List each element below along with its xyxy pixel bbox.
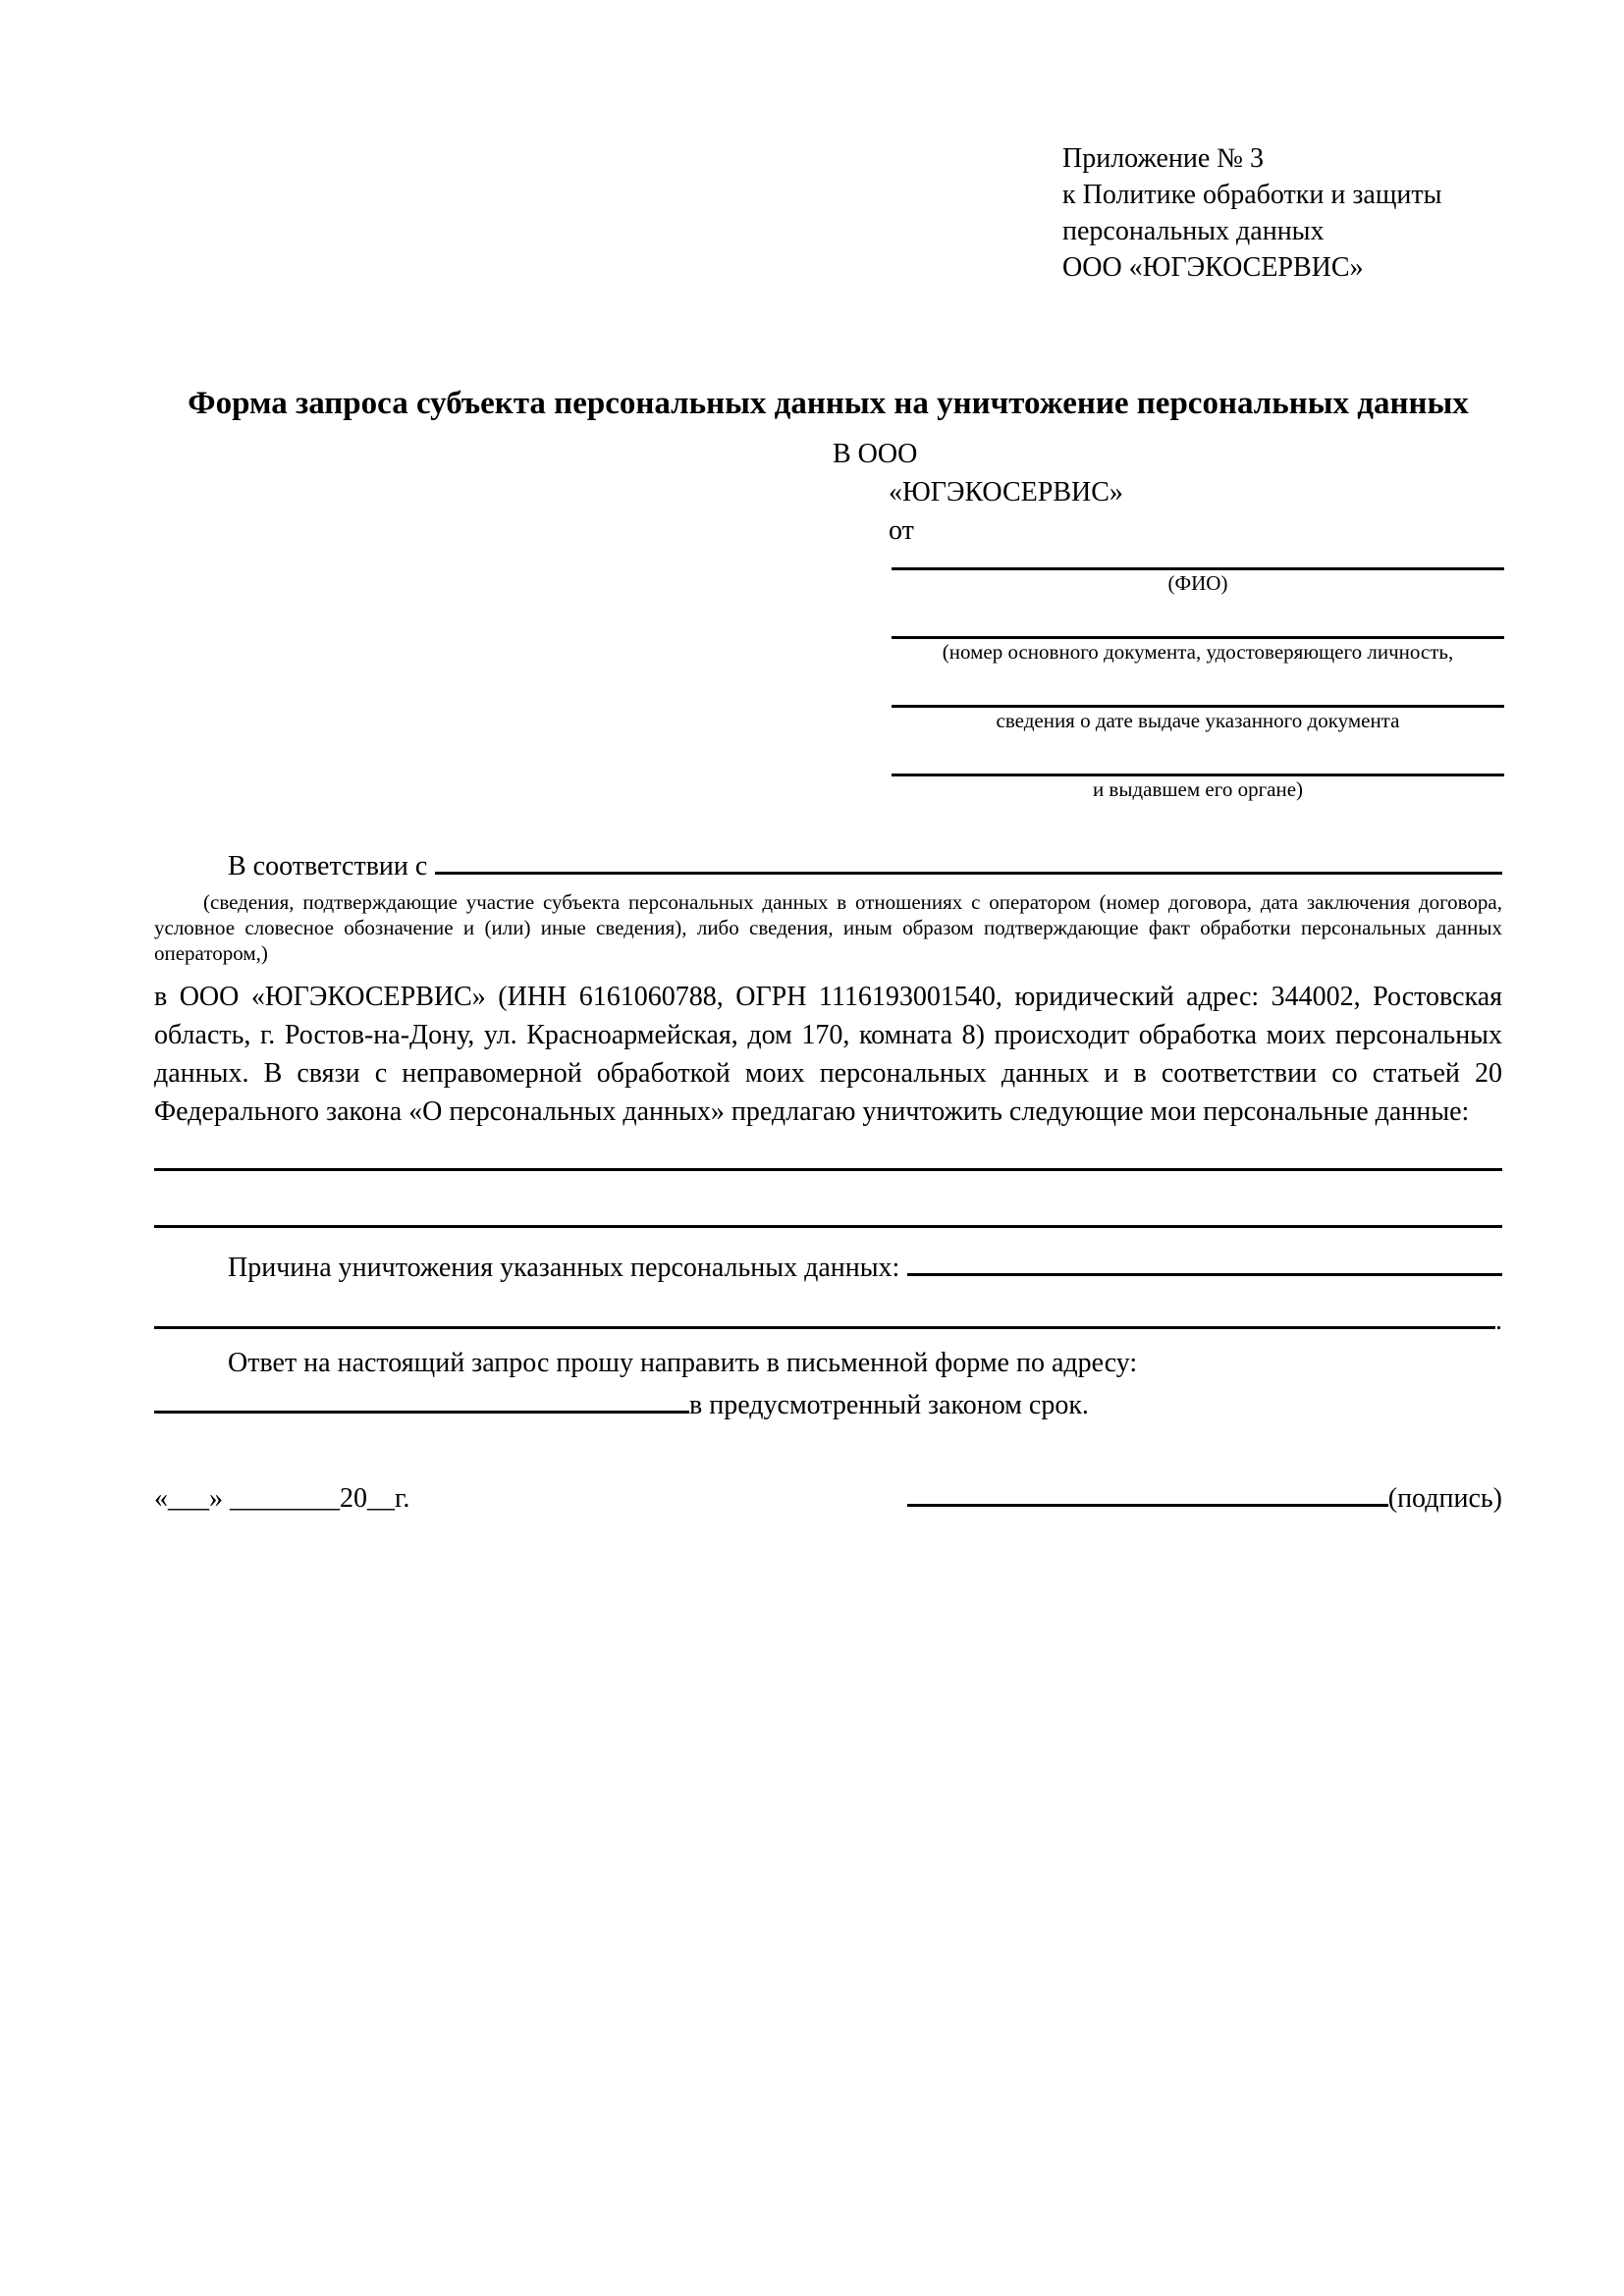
response-continuation-line — [154, 1386, 1502, 1424]
issuing-organ-blank-line — [892, 758, 1504, 776]
issuing-organ-field-group — [892, 758, 1504, 803]
appendix-number: Приложение № 3 — [1062, 143, 1264, 174]
addressee-block — [154, 435, 1502, 550]
issue-date-blank-line — [892, 689, 1504, 708]
issue-date-caption: сведения о дате выдаче указанного документа — [996, 709, 1400, 732]
appendix-policy-line: к Политике обработки и защиты — [1062, 180, 1442, 210]
reason-continuation-line — [154, 1297, 1502, 1340]
accordance-lead-text: В соответствии с — [228, 851, 428, 881]
date-blank-text: «___» ________20__г. — [154, 1483, 410, 1514]
fio-caption: (ФИО) — [1167, 571, 1228, 595]
accordance-line — [154, 842, 1502, 885]
reason-blank-line-2 — [154, 1297, 1495, 1329]
fio-field-group — [892, 552, 1504, 597]
signature-area — [907, 1479, 1502, 1518]
reason-line-period: . — [1495, 1306, 1502, 1336]
reason-line — [154, 1244, 1502, 1287]
accordance-footnote: (сведения, подтверждающие участие субъекта персональных данных в отношениях с оператором (номер договора, дата заключения договора, условное словесное обозначение и (или) иные сведения), либо сведения, иным образом подтверждающие факт обработки персональных данных оператором,) — [154, 890, 1502, 965]
document-number-field-group — [892, 620, 1504, 666]
document-number-blank-line — [892, 620, 1504, 639]
reason-blank-line — [907, 1244, 1502, 1276]
personal-data-blank-line-2 — [154, 1171, 1502, 1228]
signature-row — [154, 1479, 1502, 1518]
appendix-header — [1062, 140, 1502, 286]
signature-blank-line — [907, 1482, 1388, 1507]
body-paragraph: в ООО «ЮГЭКОСЕРВИС» (ИНН 6161060788, ОГРН 1116193001540, юридический адрес: 344002, Ростовская область, г. Ростов-на-Дону, ул. Красноармейская, дом 170, комната 8) происходит обработка моих персональных данных. В связи с неправомерной обработкой моих персональных данных и в соответствии со статьей 20 Федерального закона «О персональных данных» предлагаю уничтожить следующие мои персональные данные: — [154, 982, 1502, 1127]
signature-label: (подпись) — [1387, 1483, 1502, 1514]
personal-data-blank-line-1 — [154, 1131, 1502, 1171]
addressee-to: В ООО — [833, 439, 918, 469]
appendix-policy-line2: персональных данных — [1062, 216, 1325, 246]
company-name: ООО «ЮГЭКОСЕРВИС» — [1062, 252, 1364, 283]
response-paragraph: Ответ на настоящий запрос прошу направить в письменной форме по адресу: — [228, 1348, 1138, 1378]
fio-blank-line — [892, 552, 1504, 570]
issue-date-field-group — [892, 689, 1504, 734]
response-address-blank-line — [154, 1389, 689, 1414]
fill-in-fields — [154, 552, 1502, 803]
document-number-caption: (номер основного документа, удостоверяющего личность, — [942, 640, 1454, 664]
response-tail-text: в предусмотренный законом срок. — [689, 1390, 1089, 1420]
addressee-from: от — [889, 515, 914, 546]
document-title: Форма запроса субъекта персональных данных на уничтожение персональных данных — [188, 386, 1469, 421]
accordance-blank-line — [435, 842, 1502, 875]
issuing-organ-caption: и выдавшем его органе) — [1092, 777, 1304, 801]
reason-lead-text: Причина уничтожения указанных персональных данных: — [228, 1253, 900, 1283]
addressee-company: «ЮГЭКОСЕРВИС» — [889, 477, 1123, 507]
